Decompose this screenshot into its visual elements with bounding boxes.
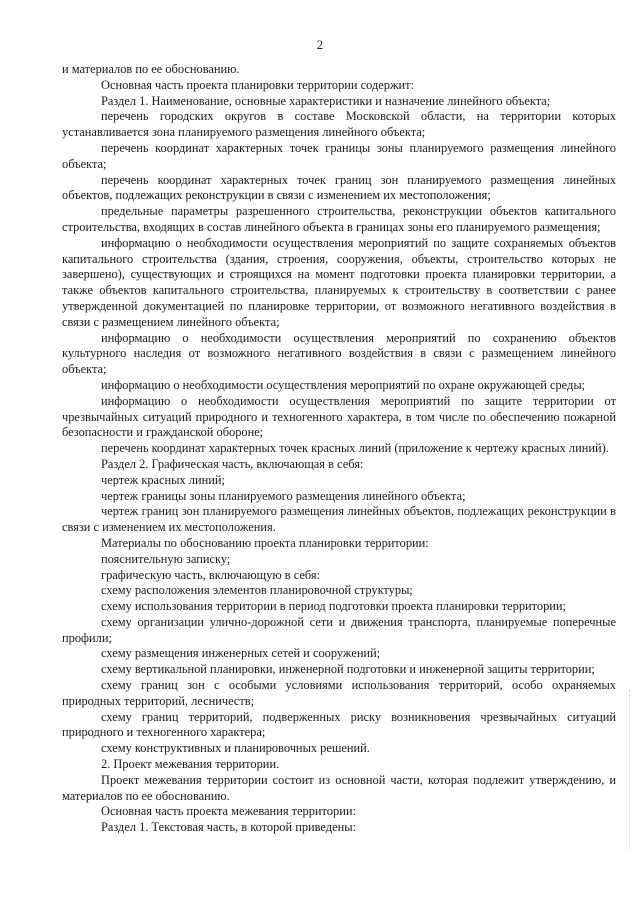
paragraph: перечень координат характерных точек границы зоны планируемого размещения линейного объекта; [62, 140, 616, 171]
list-item: пояснительную записку; [101, 551, 231, 566]
document-body [62, 62, 616, 836]
list-item: схему вертикальной планировки, инженерной подготовки и инженерной защиты территории; [101, 662, 595, 677]
paragraph: предельные параметры разрешенного строительства, реконструкции объектов капитального строительства, входящих в состав линейного объекта в границах зоны его планируемого размещения; [62, 204, 616, 234]
paragraph: перечень координат характерных точек красных линий (приложение к чертежу красных линий). [101, 441, 609, 456]
section-heading: Раздел 2. Графическая часть, включающая в себя: [101, 456, 364, 471]
list-item: схему границ территорий, подверженных риску возникновения чрезвычайных ситуаций природного и техногенного характера; [62, 709, 616, 740]
list-item: графическую часть, включающую в себя: [101, 567, 321, 582]
scan-margin-mark [629, 690, 632, 850]
list-item: чертеж границы зоны планируемого размещения линейного объекта; [101, 488, 466, 503]
list-item: схему конструктивных и планировочных решений. [101, 741, 370, 756]
list-item: схему границ зон с особыми условиями использования территорий, особо охраняемых природных территорий, лесничеств; [62, 678, 616, 708]
section-heading: Материалы по обоснованию проекта планировки территории: [101, 535, 429, 550]
page-number: 2 [316, 38, 324, 52]
list-item: схему организации улично-дорожной сети и движения транспорта, планируемые поперечные профили; [62, 614, 616, 645]
paragraph: перечень городских округов в составе Московской области, на территории которых устанавливается зона планируемого размещения линейного объекта; [62, 109, 616, 140]
section-heading: Раздел 1. Наименование, основные характеристики и назначение линейного объекта; [101, 93, 551, 108]
paragraph: Основная часть проекта планировки территории содержит: [101, 77, 415, 92]
paragraph: Проект межевания территории состоит из основной части, которая подлежит утверждению, и материалов по ее обоснованию. [62, 772, 616, 803]
section-heading: 2. Проект межевания территории. [101, 757, 280, 772]
paragraph: информацию о необходимости осуществления мероприятий по защите сохраняемых объектов капитального строительства (здания, строения, сооружения, объекты, строительство которых не завершено), существующих и строящихся на момент подготовки проекта планировки территории, а также объектов капитального строительства, планируемых к строительству в соответствии с ранее утвержденной документацией по планировке территории, от возможного негативного воздействия в связи с размещением линейного объекта; [62, 235, 616, 329]
paragraph: перечень координат характерных точек границ зон планируемого размещения линейных объектов, подлежащих реконструкции в связи с изменением их местоположения; [62, 172, 616, 203]
list-item: чертеж красных линий; [101, 472, 225, 487]
section-heading: Раздел 1. Текстовая часть, в которой приведены: [101, 820, 356, 835]
paragraph: информацию о необходимости осуществления мероприятий по защите территории от чрезвычайных ситуаций природного и техногенного характера, в том числе по обеспечению пожарной безопасности и гражданской обороне; [62, 393, 616, 440]
paragraph: и материалов по ее обоснованию. [62, 62, 240, 76]
paragraph: информацию о необходимости осуществления мероприятий по сохранению объектов культурного наследия от возможного негативного воздействия в связи с размещением линейного объекта; [62, 330, 616, 377]
paragraph: информацию о необходимости осуществления мероприятий по охране окружающей среды; [101, 377, 586, 392]
list-item: схему размещения инженерных сетей и сооружений; [101, 646, 381, 661]
list-item: чертеж границ зон планируемого размещения линейных объектов, подлежащих реконструкции в связи с изменением их местоположения. [62, 504, 616, 535]
list-item: схему использования территории в период подготовки проекта планировки территории; [101, 599, 566, 614]
paragraph: Основная часть проекта межевания территории: [101, 804, 356, 819]
list-item: схему расположения элементов планировочной структуры; [101, 583, 413, 598]
